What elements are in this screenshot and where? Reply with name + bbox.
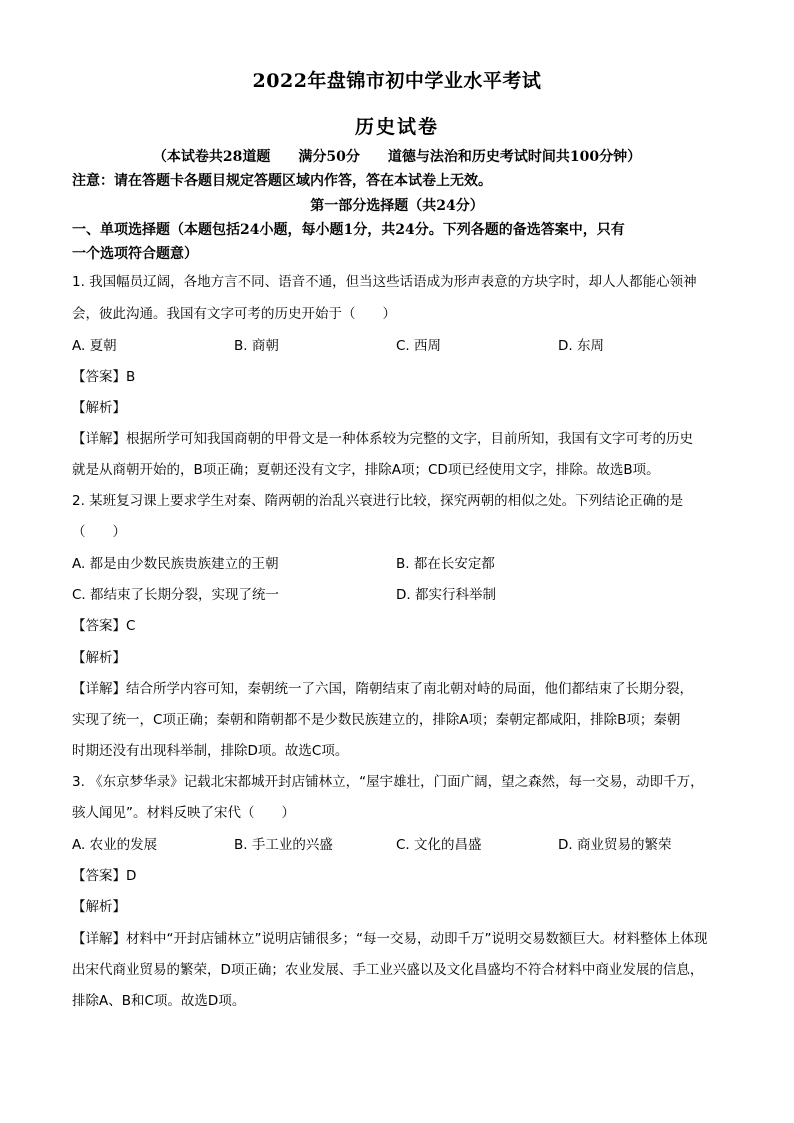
full-score: 满分50分 — [298, 149, 360, 165]
question-1-answer: 【答案】B — [72, 369, 136, 385]
paper-subtitle: 历史试卷 — [354, 116, 439, 138]
section-heading-line1: 一、单项选择题（本题包括24小题，每小题1分，共24分。下列各题的备选答案中，只有 — [72, 222, 625, 238]
question-1-option-b: B. 商朝 — [234, 338, 279, 354]
question-1-stem-line1: 1. 我国幅员辽阔，各地方言不同、语音不通，但当这些话语成为形声表意的方块字时，却人人都能心领神 — [72, 274, 697, 290]
question-2-stem-line2: （ ） — [72, 524, 126, 540]
question-2-stem-line1: 2. 某班复习课上要求学生对秦、隋两朝的治乱兴衰进行比较，探究两朝的相似之处。下列结论正确的是 — [72, 493, 684, 509]
question-2-option-d: D. 都实行科举制 — [396, 587, 496, 603]
question-3-stem-line2: 骇人闻见”。材料反映了宋代（ ） — [72, 805, 295, 821]
question-1-stem-line2: 会，彼此沟通。我国有文字可考的历史开始于（ ） — [72, 306, 396, 322]
question-2-option-a: A. 都是由少数民族贵族建立的王朝 — [72, 556, 279, 572]
exam-info — [0, 146, 794, 166]
question-1-option-d: D. 东周 — [558, 338, 604, 354]
question-3-answer: 【答案】D — [72, 868, 137, 884]
exam-time: 道德与法治和历史考试时间共100分钟） — [387, 149, 642, 165]
question-2-option-c: C. 都结束了长期分裂，实现了统一 — [72, 587, 280, 603]
question-3-detail-line1: 【详解】材料中“开封店铺林立”说明店铺很多；“每一交易，动即千万”说明交易数额巨大。材料整体上体现 — [72, 931, 708, 947]
question-3-stem-line1: 3. 《东京梦华录》记载北宋都城开封店铺林立，“屋宇雄壮，门面广阔，望之森然，每一交易，动即千万， — [72, 774, 704, 790]
question-1-option-a: A. 夏朝 — [72, 338, 117, 354]
section-heading-line2: 一个选项符合题意） — [72, 246, 198, 262]
exam-title: 2022年盘锦市初中学业水平考试 — [252, 70, 542, 92]
question-3-analysis: 【解析】 — [72, 899, 126, 915]
question-2-answer: 【答案】C — [72, 618, 136, 634]
question-2-detail-line3: 时期还没有出现科举制，排除D项。故选C项。 — [72, 743, 349, 759]
question-3-option-a: A. 农业的发展 — [72, 837, 158, 853]
question-3-detail-line2: 出宋代商业贸易的繁荣，D项正确；农业发展、手工业兴盛以及文化昌盛均不符合材料中商业发展的信息， — [72, 962, 704, 978]
question-3-option-b: B. 手工业的兴盛 — [234, 837, 333, 853]
notice: 注意：请在答题卡各题目规定答题区域内作答，答在本试卷上无效。 — [72, 173, 492, 189]
question-3-detail-line3: 排除A、B和C项。故选D项。 — [72, 993, 246, 1009]
question-1-option-c: C. 西周 — [396, 338, 442, 354]
question-1-analysis: 【解析】 — [72, 400, 126, 416]
question-2-analysis: 【解析】 — [72, 650, 126, 666]
question-count: （本试卷共28道题 — [152, 149, 271, 165]
question-1-detail-line2: 就是从商朝开始的，B项正确；夏朝还没有文字，排除A项；CD项已经使用文字，排除。故选B项。 — [72, 462, 660, 478]
question-3-option-d: D. 商业贸易的繁荣 — [558, 837, 672, 853]
question-2-option-b: B. 都在长安定都 — [396, 556, 495, 572]
question-3-option-c: C. 文化的昌盛 — [396, 837, 482, 853]
part-title: 第一部分选择题（共24分） — [310, 198, 484, 214]
question-2-detail-line2: 实现了统一，C项正确；秦朝和隋朝都不是少数民族建立的，排除A项；秦朝定都咸阳，排除B项；秦朝 — [72, 712, 681, 728]
question-1-detail-line1: 【详解】根据所学可知我国商朝的甲骨文是一种体系较为完整的文字，目前所知，我国有文字可考的历史 — [72, 431, 693, 447]
question-2-detail-line1: 【详解】结合所学内容可知，秦朝统一了六国，隋朝结束了南北朝对峙的局面，他们都结束了长期分裂， — [72, 681, 693, 697]
